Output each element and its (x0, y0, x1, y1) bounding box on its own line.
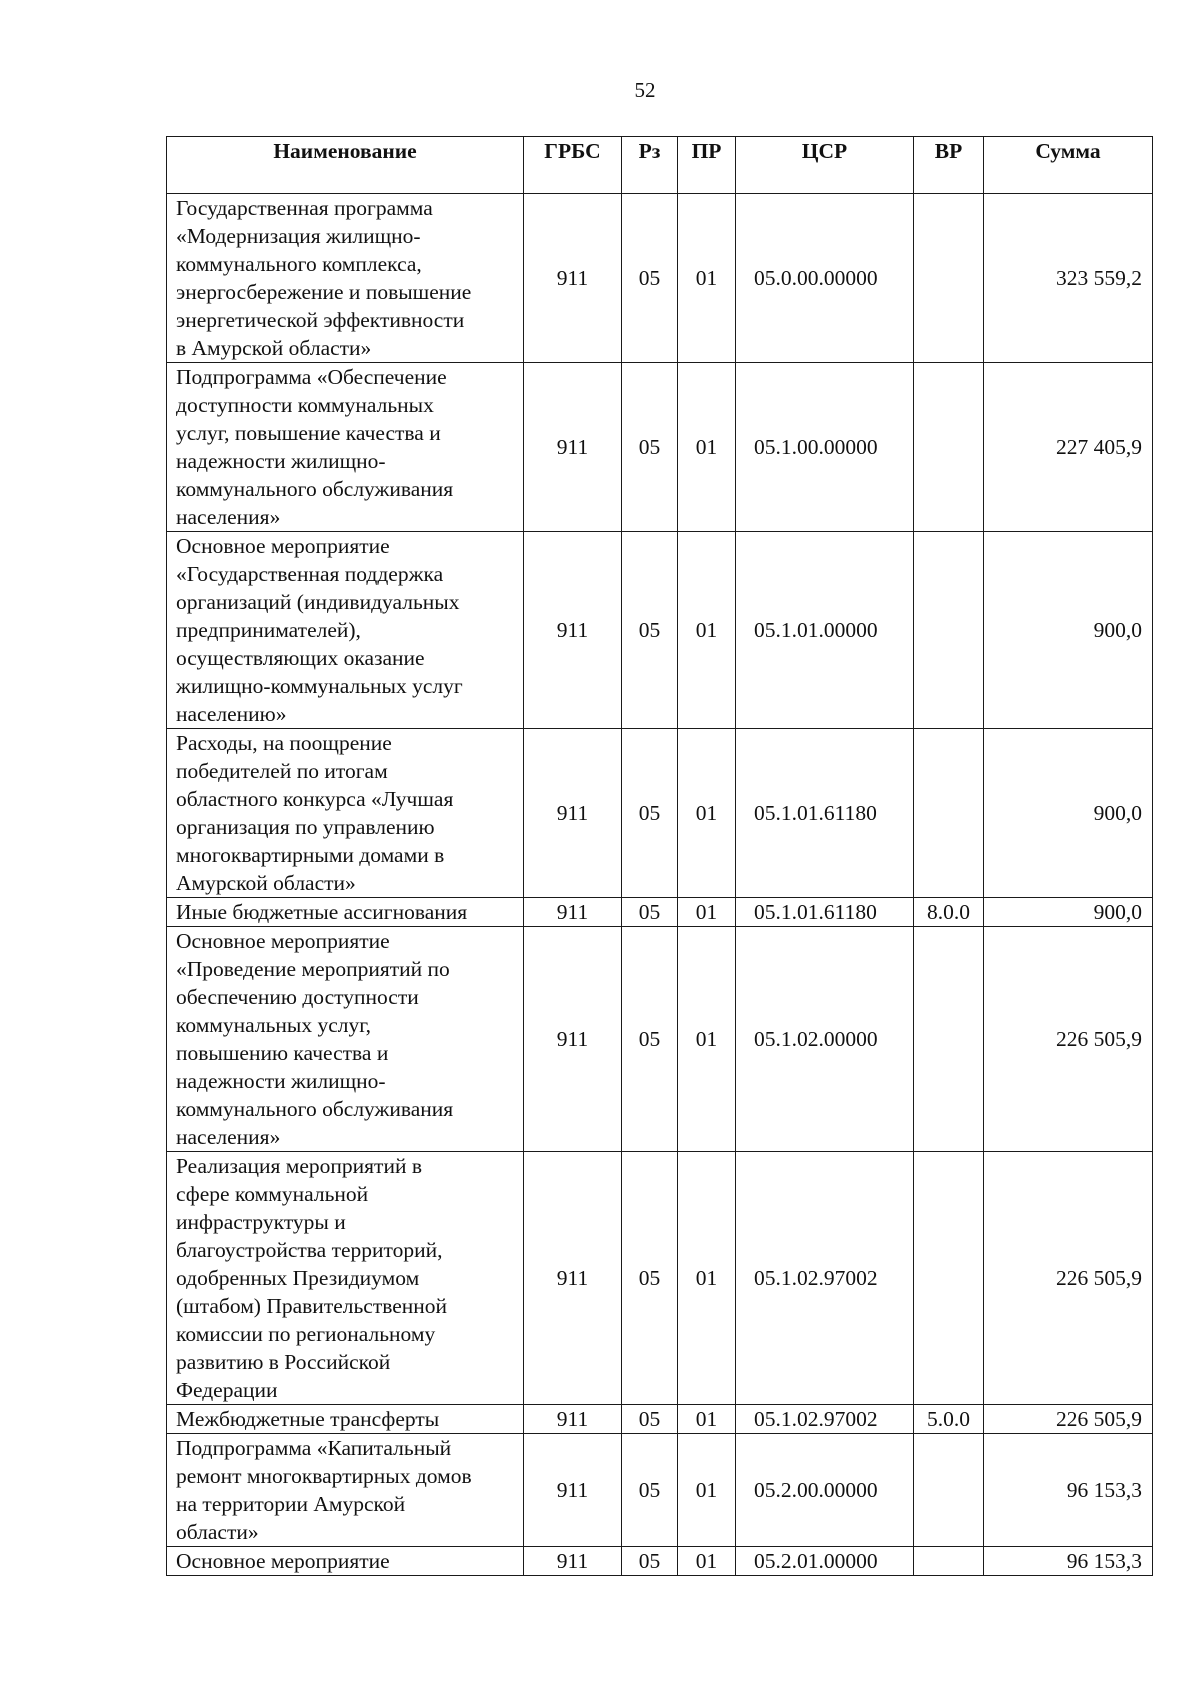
header-name: Наименование (167, 137, 524, 194)
row-grbs: 911 (524, 1152, 622, 1405)
row-name: Иные бюджетные ассигнования (167, 898, 524, 927)
header-csr: ЦСР (736, 137, 914, 194)
row-name: Государственная программа «Модернизация жилищно- коммунального комплекса, энергосбережение и повышение энергетической эффективности в Амурской области» (167, 194, 524, 363)
row-sum: 96 153,3 (984, 1434, 1153, 1547)
row-rz: 05 (622, 1434, 678, 1547)
row-name: Межбюджетные трансферты (167, 1405, 524, 1434)
row-sum: 900,0 (984, 898, 1153, 927)
row-rz: 05 (622, 363, 678, 532)
row-csr: 05.2.00.00000 (736, 1434, 914, 1547)
page-number: 52 (634, 78, 656, 102)
row-csr: 05.1.02.00000 (736, 927, 914, 1152)
budget-table (166, 136, 1153, 1576)
table-row (167, 1405, 1153, 1434)
row-grbs: 911 (524, 1434, 622, 1547)
row-grbs: 911 (524, 194, 622, 363)
row-grbs: 911 (524, 927, 622, 1152)
table-row (167, 1152, 1153, 1405)
table-row (167, 1434, 1153, 1547)
row-csr: 05.1.02.97002 (736, 1405, 914, 1434)
row-csr: 05.1.00.00000 (736, 363, 914, 532)
row-pr: 01 (678, 927, 736, 1152)
row-rz: 05 (622, 1547, 678, 1576)
row-rz: 05 (622, 194, 678, 363)
header-sum: Сумма (984, 137, 1153, 194)
row-pr: 01 (678, 532, 736, 729)
header-grbs: ГРБС (524, 137, 622, 194)
row-grbs: 911 (524, 363, 622, 532)
row-grbs: 911 (524, 729, 622, 898)
row-pr: 01 (678, 363, 736, 532)
row-rz: 05 (622, 532, 678, 729)
row-vr (914, 1434, 984, 1547)
row-pr: 01 (678, 1547, 736, 1576)
row-csr: 05.1.02.97002 (736, 1152, 914, 1405)
row-csr: 05.1.01.00000 (736, 532, 914, 729)
row-pr: 01 (678, 1152, 736, 1405)
row-grbs: 911 (524, 1405, 622, 1434)
row-vr (914, 194, 984, 363)
row-pr: 01 (678, 1405, 736, 1434)
row-sum: 900,0 (984, 532, 1153, 729)
row-sum: 900,0 (984, 729, 1153, 898)
row-csr: 05.0.00.00000 (736, 194, 914, 363)
header-pr: ПР (678, 137, 736, 194)
row-pr: 01 (678, 194, 736, 363)
table-row (167, 363, 1153, 532)
row-vr (914, 532, 984, 729)
row-name: Основное мероприятие «Государственная поддержка организаций (индивидуальных предпринимателей), осуществляющих оказание жилищно-коммунальных услуг населению» (167, 532, 524, 729)
row-rz: 05 (622, 898, 678, 927)
row-pr: 01 (678, 729, 736, 898)
row-name: Подпрограмма «Обеспечение доступности коммунальных услуг, повышение качества и надежности жилищно- коммунального обслуживания населения» (167, 363, 524, 532)
row-rz: 05 (622, 927, 678, 1152)
row-csr: 05.1.01.61180 (736, 729, 914, 898)
row-name: Реализация мероприятий в сфере коммунальной инфраструктуры и благоустройства территорий, одобренных Президиумом (штабом) Правительственной комиссии по региональному развитию в Российской Федерации (167, 1152, 524, 1405)
table-row (167, 898, 1153, 927)
row-vr (914, 1547, 984, 1576)
row-grbs: 911 (524, 1547, 622, 1576)
row-sum: 96 153,3 (984, 1547, 1153, 1576)
row-sum: 226 505,9 (984, 1405, 1153, 1434)
row-rz: 05 (622, 1405, 678, 1434)
row-name: Основное мероприятие «Проведение мероприятий по обеспечению доступности коммунальных услуг, повышению качества и надежности жилищно- коммунального обслуживания населения» (167, 927, 524, 1152)
table-row (167, 1547, 1153, 1576)
header-vr: ВР (914, 137, 984, 194)
row-csr: 05.1.01.61180 (736, 898, 914, 927)
row-vr (914, 927, 984, 1152)
row-sum: 226 505,9 (984, 1152, 1153, 1405)
row-csr: 05.2.01.00000 (736, 1547, 914, 1576)
row-pr: 01 (678, 1434, 736, 1547)
table-row (167, 194, 1153, 363)
row-vr: 5.0.0 (914, 1405, 984, 1434)
row-rz: 05 (622, 1152, 678, 1405)
row-name: Расходы, на поощрение победителей по итогам областного конкурса «Лучшая организация по управлению многоквартирными домами в Амурской области» (167, 729, 524, 898)
row-grbs: 911 (524, 532, 622, 729)
row-sum: 227 405,9 (984, 363, 1153, 532)
row-sum: 323 559,2 (984, 194, 1153, 363)
row-name: Основное мероприятие (167, 1547, 524, 1576)
row-pr: 01 (678, 898, 736, 927)
row-vr (914, 363, 984, 532)
row-vr: 8.0.0 (914, 898, 984, 927)
row-vr (914, 1152, 984, 1405)
row-rz: 05 (622, 729, 678, 898)
table-header-row (167, 137, 1153, 194)
table-row (167, 532, 1153, 729)
row-grbs: 911 (524, 898, 622, 927)
row-sum: 226 505,9 (984, 927, 1153, 1152)
table-row (167, 729, 1153, 898)
row-name: Подпрограмма «Капитальный ремонт многоквартирных домов на территории Амурской области» (167, 1434, 524, 1547)
row-vr (914, 729, 984, 898)
header-rz: Рз (622, 137, 678, 194)
table-row (167, 927, 1153, 1152)
